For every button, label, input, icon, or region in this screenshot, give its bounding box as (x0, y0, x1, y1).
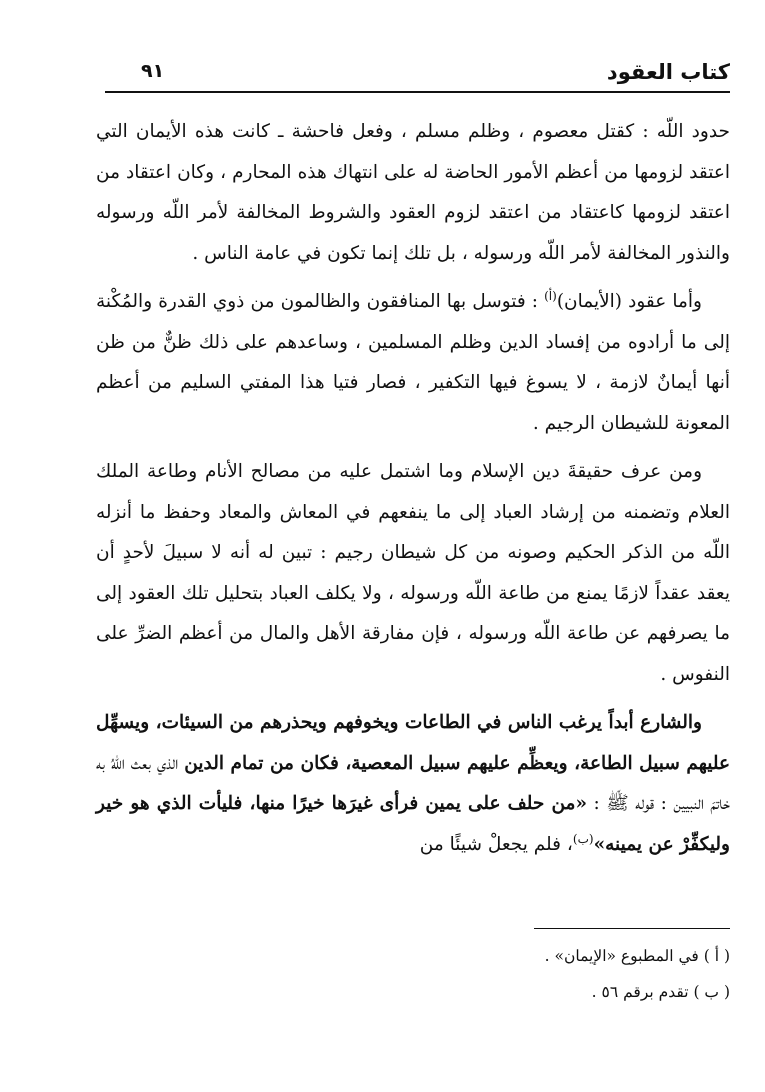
footnotes (96, 938, 730, 1010)
page-number: ٩١ (141, 60, 165, 82)
header-rule (105, 91, 730, 93)
paragraph-2 (96, 282, 730, 444)
paragraph-1: حدود اللّه : كقتل معصوم ، وظلم مسلم ، وفعل فاحشة ـ كانت هذه الأيمان التي اعتقد لزومها من أعظم الأمور الحاضة له على انتهاك هذه المحارم ، وكان اعتقاد من اعتقد لزومها كاعتقاد من اعتقد لزوم العقود والشروط المخالفة لأمر اللّه ورسوله والنذور المخالفة لأمر اللّه ورسوله ، بل تلك إنما تكون في عامة الناس . (96, 121, 730, 264)
paragraph-2-text: : فتوسل بها المنافقون والظالمون من ذوي القدرة والمُكْنة إلى ما أرادوه من إفساد الدين وظلم المسلمين ، وساعدهم على ذلك (96, 291, 730, 353)
paragraph-4-text: الذي بعث اللّهُ به خاتمَ النبيين : قوله ﷺ : (96, 752, 730, 814)
footnote-b: ( ب ) تقدم برقم ٥٦ . (591, 983, 730, 1001)
hadith-quote: «من حلف على يمين فرأى غيرَها خيرًا منها، فليأت الذي هو خير وليكفِّرْ عن يمينه» (96, 793, 730, 855)
paragraph-3: ومن عرف حقيقةَ دين الإسلام وما اشتمل عليه من مصالح الأنام وطاعة الملك العلام وتضمنه من إرشاد العباد إلى ما ينفعهم في المعاش والمعاد وحفظ ما أنزله اللّه من الذكر الحكيم وصونه من كل شيطان رجيم : تبين له أنه لا سبيلَ لأحدٍ أن يعقد عقداً لازمًا يمنع من طاعة اللّه ورسوله ، ولا يكلف العباد بتحليل تلك العقود إلى ما يصرفهم عن طاعة اللّه ورسوله ، فإن مفارقة الأهل والمال من أعظم الضرِّ على النفوس . (96, 461, 730, 685)
paragraph-4-tail: ، فلم يجعلْ شيئًا من (419, 833, 573, 855)
footnote-a: ( أ ) في المطبوع «الإيمان» . (544, 947, 730, 965)
footnote-ref-a: (أ) (544, 288, 557, 303)
running-title: كتاب العقود (606, 60, 730, 84)
running-head (105, 58, 730, 88)
paragraph-4 (96, 703, 730, 865)
footnote-ref-b: (ب) (572, 831, 594, 846)
paragraph-4-bold-lead: والشارع أبداً يرغب الناس في الطاعات ويخوفهم ويحذرهم من السيئات، ويسهِّل عليهم سبيل الطاعة، ويعظِّم عليهم سبيل المعصية، فكان من تمام الدين (96, 712, 730, 774)
paragraph-2-lead: وأما عقود (الأيمان) (556, 291, 702, 312)
page-body (96, 112, 730, 873)
footnote-rule (534, 928, 730, 929)
paragraph-2-end: ظنٌّ من ظن أنها أيمانٌ لازمة ، لا يسوغ فيها التكفير ، فصار فتيا هذا المفتي السليم من أعظم المعونة للشيطان الرجيم . (96, 331, 730, 434)
